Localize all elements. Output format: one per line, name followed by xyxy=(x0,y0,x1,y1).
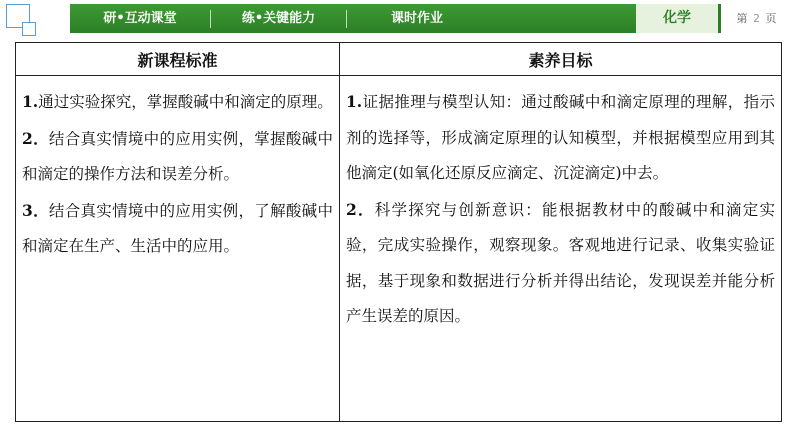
literacy-goals-list xyxy=(340,76,781,341)
item-text: 通过实验探究，掌握酸碱中和滴定的原理。 xyxy=(38,93,333,111)
nav-tab-interactive-class[interactable]: 研•互动课堂 xyxy=(103,11,177,26)
page-suffix: 页 xyxy=(765,12,778,25)
item-text: 科学探究与创新意识：能根据教材中的酸碱中和滴定实验，完成实验操作，观察现象。客观地进行记录、收集实验证据，基于现象和数据进行分析并得出结论，发现误差并能分析产生误差的原因。 xyxy=(346,200,775,325)
header-literacy-goals: 素养目标 xyxy=(340,43,782,76)
header-curriculum-standard: 新课程标准 xyxy=(16,43,340,76)
item-number: 2． xyxy=(346,199,375,219)
item-number: 1. xyxy=(22,92,39,111)
item-number: 2． xyxy=(22,128,49,148)
table-header-row xyxy=(16,43,782,76)
list-item xyxy=(22,84,333,121)
nav-tab-key-ability[interactable]: 练•关键能力 xyxy=(241,11,316,26)
item-text: 证据推理与模型认知：通过酸碱中和滴定原理的理解，指示剂的选择等，形成滴定原理的认知模型，并根据模型应用到其他滴定(如氧化还原反应滴定、沉淀滴定)中去。 xyxy=(346,93,775,182)
list-item xyxy=(346,192,775,335)
list-item xyxy=(346,84,775,192)
logo-square-small xyxy=(22,22,36,36)
curriculum-standard-list xyxy=(16,76,339,271)
item-number: 3． xyxy=(22,200,49,220)
table-row xyxy=(16,76,782,422)
logo-icon xyxy=(6,4,40,38)
item-number: 1. xyxy=(346,92,363,111)
curriculum-standard-cell xyxy=(16,76,340,422)
list-item xyxy=(22,193,333,265)
subject-tab[interactable]: 化学 xyxy=(636,4,721,33)
page-number: 2 xyxy=(753,12,761,25)
item-text: 结合真实情境中的应用实例，掌握酸碱中和滴定的操作方法和误差分析。 xyxy=(22,129,333,183)
top-nav-bar xyxy=(70,4,636,33)
item-text: 结合真实情境中的应用实例，了解酸碱中和滴定在生产、生活中的应用。 xyxy=(22,201,333,255)
literacy-goals-cell xyxy=(340,76,782,422)
standards-table xyxy=(15,42,782,422)
list-item xyxy=(22,121,333,193)
page-prefix: 第 xyxy=(736,12,749,25)
page-indicator xyxy=(722,4,792,33)
nav-tab-homework[interactable]: 课时作业 xyxy=(390,11,443,26)
